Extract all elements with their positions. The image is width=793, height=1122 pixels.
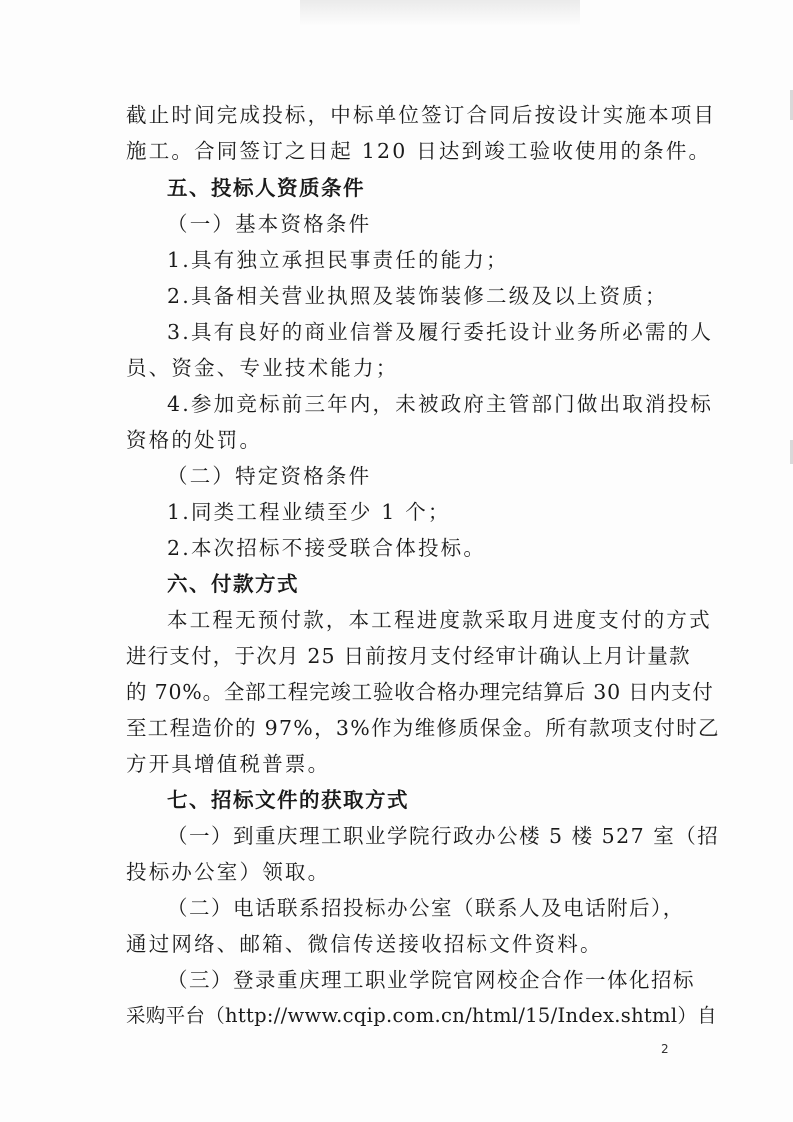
paragraph-line: 方开具增值税普票。: [126, 752, 331, 776]
list-item: 2.具备相关营业执照及装饰装修二级及以上资质；: [167, 284, 668, 308]
page-number: 2: [661, 1042, 669, 1056]
paragraph-line: 采购平台（http://www.cqip.com.cn/html/15/Index.shtml）自: [126, 1004, 717, 1027]
section-heading-5: 五、投标人资质条件: [167, 176, 365, 200]
list-item-continued: 员、资金、专业技术能力；: [126, 356, 399, 380]
paragraph-line: 投标办公室）领取。: [126, 860, 331, 884]
section-heading-6: 六、付款方式: [167, 572, 299, 596]
paragraph-line: 进行支付，于次月 25 日前按月支付经审计确认上月计量款: [126, 644, 691, 668]
list-item: 3.具有良好的商业信誉及履行委托设计业务所必需的人: [167, 320, 714, 344]
subsection-heading: （二）特定资格条件: [167, 464, 372, 488]
paragraph-line: （三）登录重庆理工职业学院官网校企合作一体化招标: [167, 968, 695, 992]
paragraph-line: 截止时间完成投标，中标单位签订合同后按设计实施本项目: [126, 103, 717, 127]
list-item: 1.具有独立承担民事责任的能力；: [167, 248, 509, 272]
paragraph-line: （一）到重庆理工职业学院行政办公楼 5 楼 527 室（招: [167, 824, 720, 848]
subsection-heading: （一）基本资格条件: [167, 212, 372, 236]
list-item-continued: 资格的处罚。: [126, 428, 263, 452]
paragraph-line: 至工程造价的 97%，3%作为维修质保金。所有款项支付时乙: [126, 716, 720, 740]
list-item: 4.参加竞标前三年内，未被政府主管部门做出取消投标: [167, 392, 714, 416]
paragraph-line: 通过网络、邮箱、微信传送接收招标文件资料。: [126, 932, 603, 956]
paragraph-line: （二）电话联系招投标办公室（联系人及电话附后），: [167, 896, 685, 920]
paragraph-line: 施工。合同签订之日起 120 日达到竣工验收使用的条件。: [126, 139, 712, 163]
list-item: 1.同类工程业绩至少 1 个；: [167, 500, 451, 524]
section-heading-7: 七、招标文件的获取方式: [167, 788, 409, 812]
paragraph-line: 的 70%。全部工程完竣工验收合格办理完结算后 30 日内支付: [126, 680, 714, 704]
list-item: 2.本次招标不接受联合体投标。: [167, 536, 487, 560]
paragraph-line: 本工程无预付款，本工程进度款采取月进度支付的方式: [167, 608, 712, 632]
